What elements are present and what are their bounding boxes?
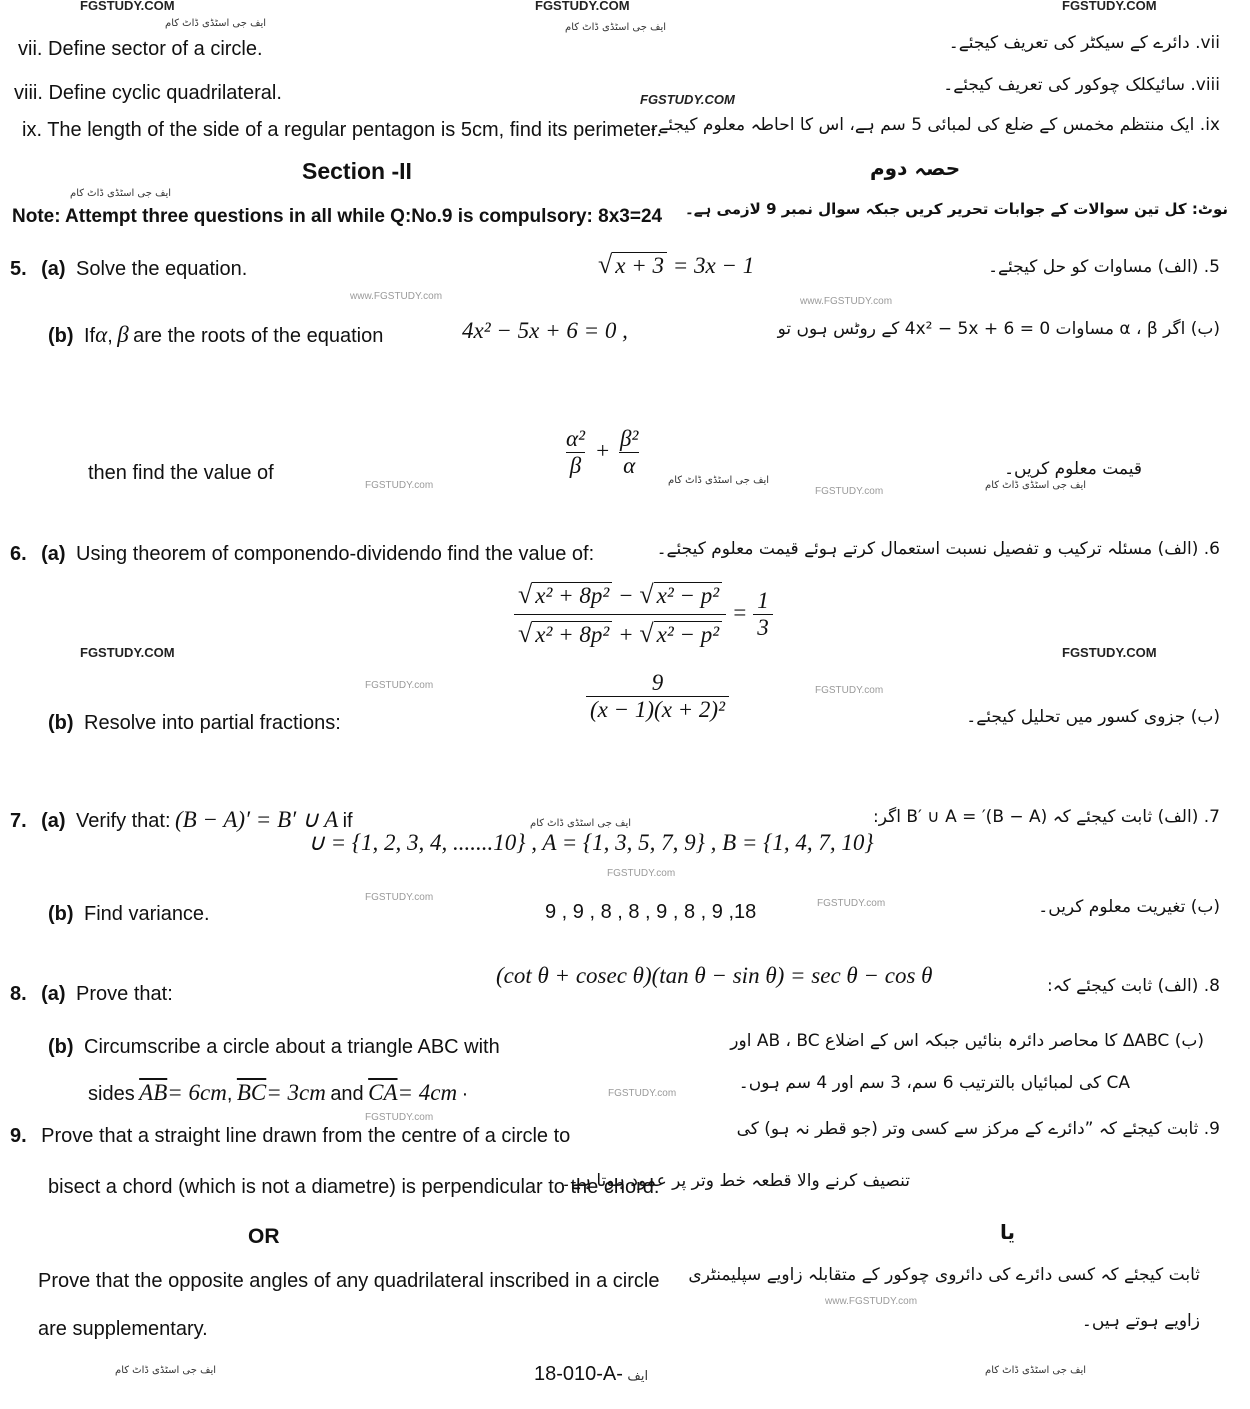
- watermark-faint-1: www.FGSTUDY.com: [350, 291, 443, 302]
- q6-b-expression: $\frac{9}{\text{(x − 1)(x + 2)²}}$: [586, 670, 729, 723]
- q9-urdu-1: 9. ثابت کیجئے کہ ”دائرے کے مرکز سے کسی وتر (جو قطر نہ ہو) کی: [736, 1119, 1220, 1139]
- q9-text-1: 9. Prove that a straight line drawn from the centre of a circle to: [10, 1125, 571, 1147]
- watermark-faint-11: FGSTUDY.com: [365, 1112, 434, 1123]
- watermark-left-q6: FGSTUDY.COM: [80, 645, 175, 660]
- watermark-urdu-q5b: ایف جی اسٹڈی ڈاٹ کام: [985, 480, 1087, 491]
- q8-b-urdu-1: (ب) ΔABC کا محاصر دائرہ بنائیں جبکہ اس کے اضلاع AB ، BC اور: [730, 1031, 1204, 1051]
- watermark-faint-2: www.FGSTUDY.com: [800, 296, 893, 307]
- q5-part-a: 5. (a) Solve the equation.: [10, 258, 248, 280]
- watermark-faint-12: www.FGSTUDY.com: [825, 1296, 918, 1307]
- q5-b-urdu: (ب) اگر α ، β مساوات 4x² − 5x + 6 = 0 کے روٹس ہوں تو: [777, 319, 1220, 339]
- short-question-vii-urdu: vii. دائرے کے سیکٹر کی تعریف کیجئے۔: [948, 33, 1220, 53]
- q5-b-equation: 4x² − 5x + 6 = 0 ,: [462, 318, 628, 343]
- q5-part-b: (b) Ifα, β are the roots of the equation: [48, 322, 384, 347]
- watermark-top-center: FGSTUDY.COM: [535, 0, 630, 13]
- watermark-faint-6: FGSTUDY.com: [815, 685, 884, 696]
- q9-alt-text-1: Prove that the opposite angles of any quadrilateral inscribed in a circle: [38, 1270, 660, 1292]
- watermark-faint-10: FGSTUDY.com: [608, 1088, 677, 1099]
- q6-a-expression: $\frac{\text{√ x² + 8p² − √ x² − p²}}{\text{√ x² + 8p² + √ x² − p²}}$ = $\frac{1}{3}$: [514, 580, 773, 649]
- watermark-urdu-q7: ایف جی اسٹڈی ڈاٹ کام: [530, 818, 632, 829]
- short-question-ix: ix. The length of the side of a regular pentagon is 5cm, find its perimeter.: [22, 119, 662, 141]
- short-question-viii: viii. Define cyclic quadrilateral.: [14, 82, 282, 104]
- q7-b-urdu: (ب) تغیریت معلوم کریں۔: [1038, 897, 1220, 917]
- q5-b-expression: $\frac{\text{α²}}{\beta}$ + $\frac{\text{β²}}{\alpha}$: [566, 426, 639, 478]
- q9-alt-urdu-1: ثابت کیجئے کہ کسی دائرے کی دائروی چوکور کے متقابلہ زاویے سپلیمنٹری: [688, 1265, 1200, 1285]
- q8-b-urdu-2: CA کی لمبائیاں بالترتیب 6 سم، 3 سم اور 4 سم ہوں۔: [738, 1073, 1130, 1093]
- q5-a-urdu: 5. (الف) مساوات کو حل کیجئے۔: [988, 257, 1220, 277]
- watermark-urdu-footer-right: ایف جی اسٹڈی ڈاٹ کام: [985, 1365, 1087, 1376]
- q9-urdu-2: تنصیف کرنے والا قطعہ خط وتر پر عمود ہوتا ہے۔: [561, 1171, 910, 1191]
- q9-alt-urdu-2: زاویے ہوتے ہیں۔: [1081, 1311, 1200, 1331]
- q5-a-equation: √ x + 3 = 3x − 1: [598, 250, 755, 279]
- watermark-right-q6: FGSTUDY.COM: [1062, 645, 1157, 660]
- q8-a-urdu: 8. (الف) ثابت کیجئے کہ:: [1046, 976, 1220, 996]
- q7-a-sets: ∪ = {1, 2, 3, 4, .......10} , A = {1, 3, 5, 7, 9} , B = {1, 4, 7, 10}: [308, 830, 874, 855]
- watermark-faint-5: FGSTUDY.com: [365, 680, 434, 691]
- watermark-faint-7: FGSTUDY.com: [607, 868, 676, 879]
- q6-b-urdu: (ب) جزوی کسور میں تحلیل کیجئے۔: [966, 707, 1220, 727]
- q8-part-a: 8. (a) Prove that:: [10, 983, 173, 1005]
- q5-b-then-urdu: قیمت معلوم کریں۔: [1004, 459, 1142, 479]
- section-note-urdu: نوٹ: کل تین سوالات کے جوابات تحریر کریں جبکہ سوال نمبر 9 لازمی ہے۔: [684, 200, 1228, 218]
- section-title-urdu: حصہ دوم: [870, 156, 961, 180]
- q6-a-urdu: 6. (الف) مسئلہ ترکیب و تفصیل نسبت استعمال کرتے ہوئے قیمت معلوم کیجئے۔: [656, 539, 1220, 559]
- watermark-mid: FGSTUDY.COM: [640, 92, 735, 107]
- q7-b-data: 9 , 9 , 8 , 8 , 9 , 8 , 9 ,18: [545, 901, 757, 923]
- watermark-urdu-center: ایف جی اسٹڈی ڈاٹ کام: [565, 22, 667, 33]
- q9-alt-text-2: are supplementary.: [38, 1318, 208, 1340]
- watermark-faint-4: FGSTUDY.com: [815, 486, 884, 497]
- q7-part-b: (b) Find variance.: [48, 903, 210, 925]
- watermark-top-left: FGSTUDY.COM: [80, 0, 175, 13]
- watermark-urdu-note-left: ایف جی اسٹڈی ڈاٹ کام: [70, 188, 172, 199]
- watermark-faint-8: FGSTUDY.com: [365, 892, 434, 903]
- q5-b-then: then find the value of: [88, 462, 274, 484]
- short-question-ix-urdu: ix. ایک منتظم مخمس کے ضلع کی لمبائی 5 سم ہے، اس کا احاطہ معلوم کیجئے۔: [648, 115, 1220, 135]
- watermark-faint-9: FGSTUDY.com: [817, 898, 886, 909]
- q9-or: OR: [248, 1225, 280, 1248]
- q9-or-urdu: یا: [1000, 1220, 1016, 1244]
- short-question-vii: vii. Define sector of a circle.: [18, 38, 263, 60]
- section-title: Section -II: [302, 158, 412, 184]
- q7-a-urdu: 7. (الف) ثابت کیجئے کہ (B − A)′ = B′ ∪ A اگر:: [873, 807, 1220, 827]
- footer-code: 18-010-A- ایف: [534, 1363, 649, 1385]
- q8-b-sides: sides $\overline{AB}= 6cm$, $\overline{BC}= 3cm$ and $\overline{CA}= 4cm$ ·: [88, 1080, 469, 1105]
- q8-part-b: (b) Circumscribe a circle about a triangle ABC with: [48, 1036, 500, 1058]
- watermark-top-right: FGSTUDY.COM: [1062, 0, 1157, 13]
- watermark-faint-3: FGSTUDY.com: [365, 480, 434, 491]
- watermark-urdu-q5: ایف جی اسٹڈی ڈاٹ کام: [668, 475, 770, 486]
- q6-part-a: 6. (a) Using theorem of componendo-dividendo find the value of:: [10, 543, 595, 565]
- q6-part-b: (b) Resolve into partial fractions:: [48, 712, 341, 734]
- short-question-viii-urdu: viii. سائیکلک چوکور کی تعریف کیجئے۔: [943, 75, 1220, 95]
- section-note: Note: Attempt three questions in all while Q:No.9 is compulsory: 8x3=24: [12, 206, 663, 227]
- q9-text-2: bisect a chord (which is not a diametre) is perpendicular to the chord.: [48, 1176, 660, 1198]
- q7-part-a: 7. (a) Verify that: (B − A)′ = B′ ∪ A if: [10, 807, 353, 832]
- q8-a-equation: (cot θ + cosec θ)(tan θ − sin θ) = sec θ − cos θ: [496, 963, 933, 988]
- watermark-urdu-footer-left: ایف جی اسٹڈی ڈاٹ کام: [115, 1365, 217, 1376]
- watermark-urdu-left: ایف جی اسٹڈی ڈاٹ کام: [165, 18, 267, 29]
